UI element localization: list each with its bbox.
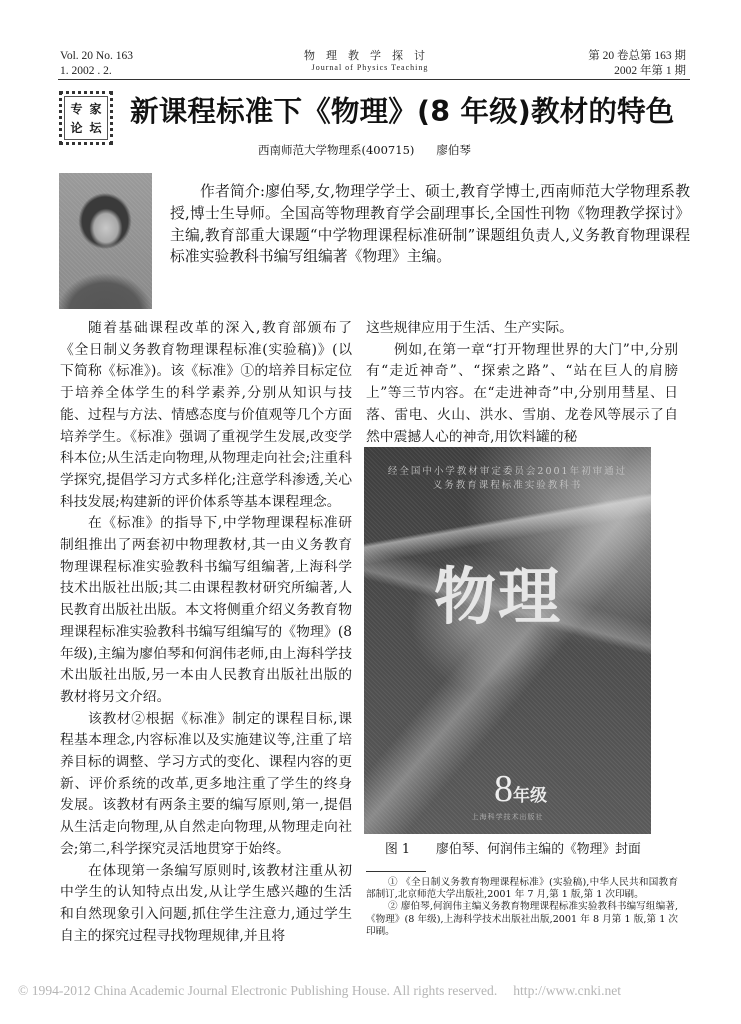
body-paragraph: 在体现第一条编写原则时,该教材注重从初中学生的认知特点出发,从让学生感兴趣的生活和自然现象引入问题,抓住学生注意力,通过学生自主的探究过程寻找物理规律,并且将 — [60, 862, 352, 944]
body-left-column — [60, 318, 352, 947]
body-paragraph: 例如,在第一章“打开物理世界的大门”中,分别有“走近神奇”、“探索之路”、“站在巨人的肩膀上”等三节内容。在“走进神奇”中,分别用彗星、日落、雷电、火山、洪水、雪崩、龙卷风等展示了自然中震撼人心的神奇,用饮料罐的秘 — [366, 341, 678, 445]
header-volume-number: Vol. 20 No. 163 — [60, 50, 133, 62]
header-issue-number: 第 20 卷总第 163 期 — [588, 50, 686, 62]
body-paragraph: 随着基础课程改革的深入,教育部颁布了《全日制义务教育物理课程标准(实验稿)》(以下简称《标准》)。该《标准》①的培养目标定位于培养全体学生的科学素养,分别从知识与技能、过程与方法、情感态度与价值观等几个方面培养学生。《标准》强调了重视学生发展,改变学科本位;从生活走向物理,从物理走向社会;注重科学探究,提倡学习方式多样化;注意学科渗透,关心科技发展;构建新的评价体系等基本课程理念。 — [60, 320, 352, 510]
article-title: 新课程标准下《物理》(8 年级)教材的特色 — [130, 95, 675, 128]
header-divider — [58, 79, 690, 80]
figure-label: 图 1 — [385, 842, 411, 857]
body-right-column — [366, 318, 678, 448]
cover-grade-number: 8 — [494, 768, 513, 810]
footer-url[interactable]: http://www.cnki.net — [513, 983, 622, 998]
badge-char: 家 — [89, 102, 102, 116]
copyright-text: © 1994-2012 China Academic Journal Electronic Publishing House. All rights reserved. — [18, 983, 498, 998]
header-issue-year: 2002 年第 1 期 — [614, 65, 686, 77]
journal-title-cn: 物理教学探讨 — [304, 49, 436, 62]
figure-caption — [385, 838, 641, 857]
affiliation: 西南师范大学物理系(400715) — [258, 143, 415, 157]
footnote: ① 《全日制义务教育物理课程标准》(实验稿),中华人民共和国教育部制订,北京师范大学出版社,2001 年 7 月,第 1 版,第 1 次印刷。 — [366, 877, 678, 901]
cover-grade-suffix: 年级 — [513, 786, 547, 806]
cover-title: 物理 — [434, 560, 563, 633]
byline — [258, 142, 471, 158]
header-journal-name — [250, 49, 490, 73]
cover-approval-line: 经全国中小学教材审定委员会2001年初审通过 — [387, 466, 628, 477]
header-issue-date: 1. 2002 . 2. — [60, 65, 112, 77]
author-bio — [170, 181, 690, 268]
footnotes — [366, 877, 678, 938]
footnote: ② 廖伯琴,何润伟主编义务教育物理课程标准实验教科书编写组编著,《物理》(8 年级),上海科学技术出版社出版,2001 年 8 月第 1 版,第 1 次印刷。 — [366, 901, 678, 937]
badge-char: 论 — [70, 121, 83, 135]
copyright-footer — [18, 983, 621, 999]
cover-grade — [494, 767, 547, 811]
body-paragraph: 该教材②根据《标准》制定的课程目标,课程基本理念,内容标准以及实施建议等,注重了培养目标的调整、学习方式的变化、课程内容的更新、评价系统的改革,更多地注重了学生的终身发展。该教材有两条主要的编写原则,第一,提倡从生活走向物理,从自然走向物理,从物理走向社会;第二,科学探究灵活地贯穿于始终。 — [60, 710, 352, 857]
author-bio-text: 作者简介:廖伯琴,女,物理学学士、硕士,教育学博士,西南师范大学物理系教授,博士生导师。全国高等物理教育学会副理事长,全国性刊物《物理教学探讨》主编,教育部重大课题“中学物理课程标准研制”课题组负责人,义务教育物理课程标准实验教科书编写组编著《物理》主编。 — [170, 183, 690, 266]
badge-char: 坛 — [89, 121, 102, 135]
header-issue-info — [588, 49, 686, 79]
body-paragraph-continuation: 这些规律应用于生活、生产实际。 — [366, 320, 573, 336]
header-volume-info — [60, 49, 133, 79]
author-portrait — [59, 173, 152, 309]
author-name: 廖伯琴 — [436, 143, 471, 157]
journal-title-en: Journal of Physics Teaching — [311, 63, 429, 72]
cover-publisher: 上海科学技术出版社 — [471, 813, 544, 821]
cover-series-line: 义务教育课程标准实验教科书 — [432, 480, 583, 491]
cover-approval-text — [364, 465, 651, 493]
figure-caption-text: 廖伯琴、何润伟主编的《物理》封面 — [436, 842, 641, 857]
badge-char: 专 — [70, 102, 83, 116]
column-badge — [59, 91, 113, 145]
footnote-divider — [366, 871, 426, 872]
figure-book-cover — [364, 447, 651, 834]
body-paragraph: 在《标准》的指导下,中学物理课程标准研制组推出了两套初中物理教材,其一由义务教育物理课程标准实验教科书编写组编著,上海科学技术出版社出版;其二由课程教材研究所编著,人民教育出版社出版。本文将侧重介绍义务教育物理课程标准实验教科书编写组编写的《物理》(8 年级),主编为廖伯琴和何润伟老师,由上海科学技术出版社出版,另一本由人民教育出版社出版的教材将另文介绍。 — [60, 515, 352, 705]
